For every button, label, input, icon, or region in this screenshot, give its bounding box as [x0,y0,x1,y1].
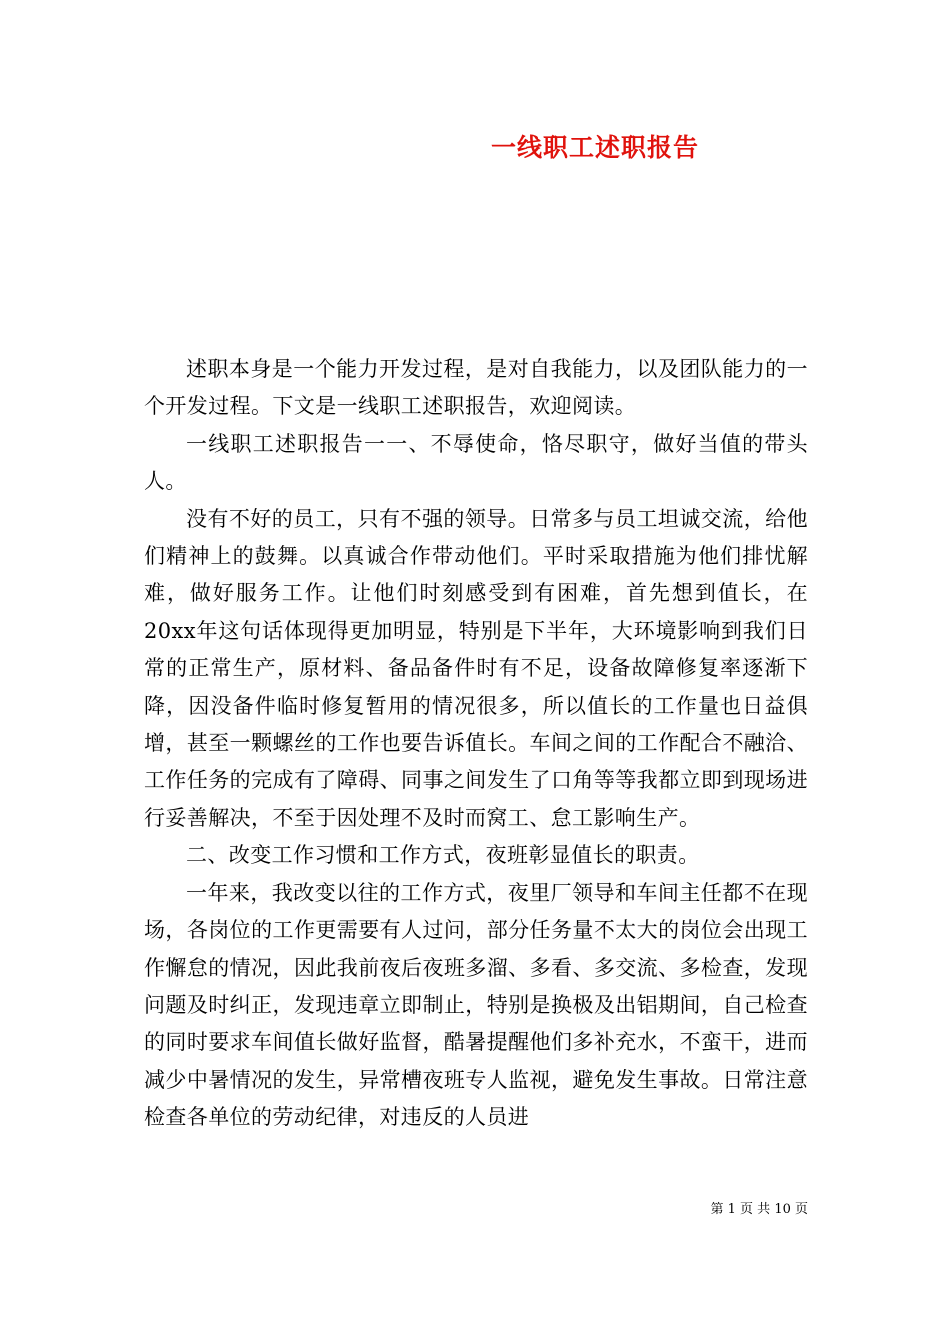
document-title: 一线职工述职报告 [490,133,699,162]
page-number-footer: 第 1 页 共 10 页 [710,1202,808,1217]
paragraph-1: 述职本身是一个能力开发过程，是对自我能力，以及团队能力的一个开发过程。下文是一线职工述职报告，欢迎阅读。 [144,357,808,419]
paragraph-2: 一线职工述职报告一一、不辱使命，恪尽职守，做好当值的带头人。 [144,431,808,494]
paragraph-5: 一年来，我改变以往的工作方式，夜里厂领导和车间主任都不在现场，各岗位的工作更需要有人过问，部分任务量不太大的岗位会出现工作懈怠的情况，因此我前夜后夜班多溜、多看、多交流、多检查，发现问题及时纠正，发现违章立即制止，特别是换极及出铝期间，自己检查的同时要求车间值长做好监督，酷暑提醒他们多补充水，不蛮干，进而减少中暑情况的发生，异常槽夜班专人监视，避免发生事故。日常注意检查各单位的劳动纪律，对违反的人员进 [144,880,808,1130]
paragraph-3: 没有不好的员工，只有不强的领导。日常多与员工坦诚交流，给他们精神上的鼓舞。以真诚合作带动他们。平时采取措施为他们排忧解难，做好服务工作。让他们时刻感受到有困难，首先想到值长，在20xx年这句话体现得更加明显，特别是下半年，大环境影响到我们日常的正常生产，原材料、备品备件时有不足，设备故障修复率逐渐下降，因没备件临时修复暂用的情况很多，所以值长的工作量也日益俱增，甚至一颗螺丝的工作也要告诉值长。车间之间的工作配合不融洽、工作任务的完成有了障碍、同事之间发生了口角等等我都立即到现场进行妥善解决，不至于因处理不及时而窝工、怠工影响生产。 [144,506,808,830]
document-body [144,351,808,1137]
paragraph-4: 二、改变工作习惯和工作方式，夜班彰显值长的职责。 [186,843,700,868]
